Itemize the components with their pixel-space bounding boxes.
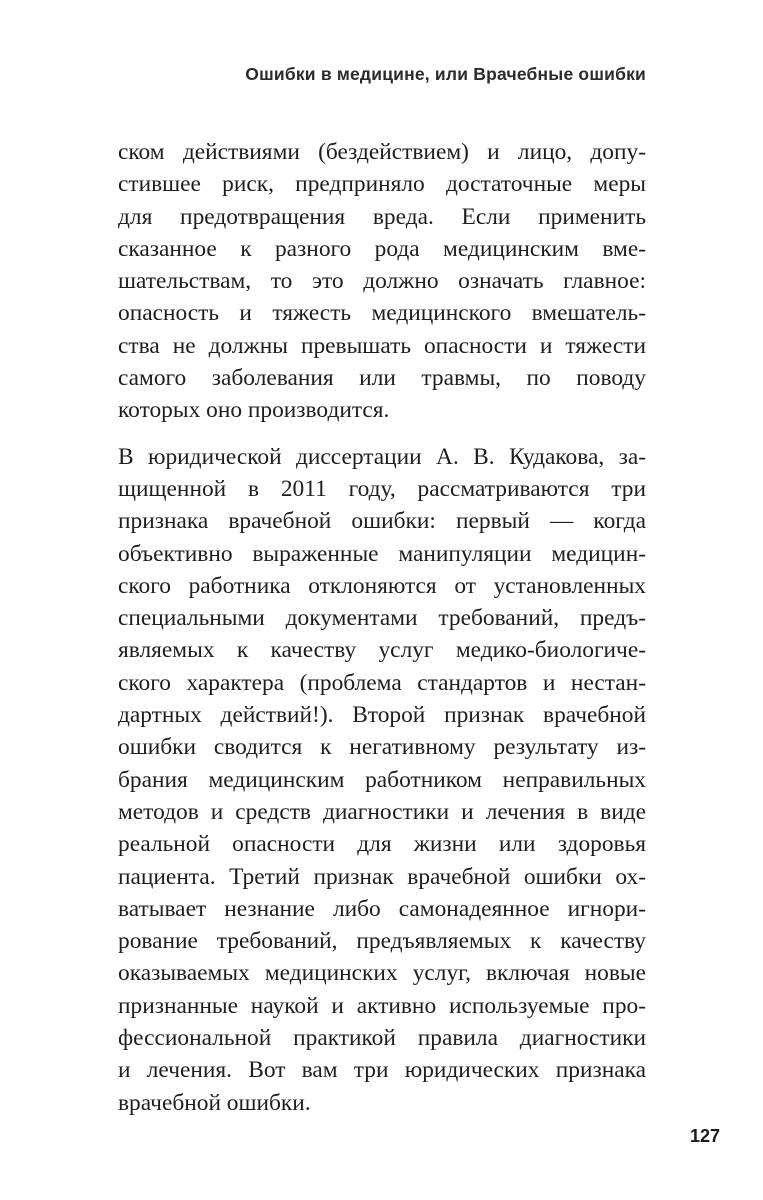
- text-line: для предотвращения вреда. Если применить: [118, 203, 646, 230]
- text-line: ском действиями (бездействием) и лицо, допу-: [118, 139, 646, 165]
- text-line: и лечения. Вот вам три юридических признака: [118, 1057, 646, 1084]
- paragraph: [118, 136, 646, 427]
- text-line: шательствам, то это должно означать главное:: [118, 268, 646, 295]
- text-line: ского характера (проблема стандартов и нестан-: [118, 669, 646, 696]
- text-line: являемых к качеству услуг медико-биологиче-: [118, 637, 646, 664]
- text-line: специальными документами требований, предъ-: [118, 605, 646, 632]
- running-head: Ошибки в медицине, или Врачебные ошибки: [245, 64, 646, 84]
- text-line: рование требований, предъявляемых к качеству: [118, 928, 646, 955]
- text-line: врачебной ошибки.: [118, 1089, 311, 1116]
- text-line: оказываемых медицинских услуг, включая новые: [118, 960, 646, 987]
- text-line: реальной опасности для жизни или здоровья: [118, 831, 646, 858]
- text-line: самого заболевания или травмы, по поводу: [118, 365, 646, 392]
- text-line: стившее риск, предприняло достаточные меры: [118, 171, 646, 198]
- text-line: брания медицинским работником неправильных: [118, 766, 646, 793]
- text-line: ства не должны превышать опасности и тяжести: [118, 332, 646, 359]
- page-number: 127: [689, 1126, 720, 1146]
- text-line: щищенной в 2011 году, рассматриваются три: [118, 475, 646, 502]
- paragraph: [118, 441, 646, 1119]
- text-line: объективно выраженные манипуляции медицин-: [118, 540, 646, 567]
- text-line: ватывает незнание либо самонадеянное игнори-: [118, 895, 646, 922]
- text-line: методов и средств диагностики и лечения в виде: [118, 798, 646, 825]
- text-line: ского работника отклоняются от установленных: [118, 572, 646, 599]
- text-line: пациента. Третий признак врачебной ошибки ох-: [118, 863, 646, 890]
- text-line: опасность и тяжесть медицинского вмешатель-: [118, 300, 646, 327]
- body-text: [118, 136, 646, 1133]
- text-line: которых оно производится.: [118, 397, 390, 424]
- text-line: признанные наукой и активно используемые про-: [118, 992, 646, 1019]
- text-line: В юридической диссертации А. В. Кудакова, за-: [118, 443, 646, 470]
- text-line: ошибки сводится к негативному результату из-: [118, 734, 646, 761]
- text-line: дартных действий!). Второй признак врачебной: [118, 702, 646, 729]
- text-line: признака врачебной ошибки: первый — когда: [118, 508, 646, 535]
- text-line: фессиональной практикой правила диагностики: [118, 1025, 646, 1052]
- text-line: сказанное к разного рода медицинским вме-: [118, 235, 646, 262]
